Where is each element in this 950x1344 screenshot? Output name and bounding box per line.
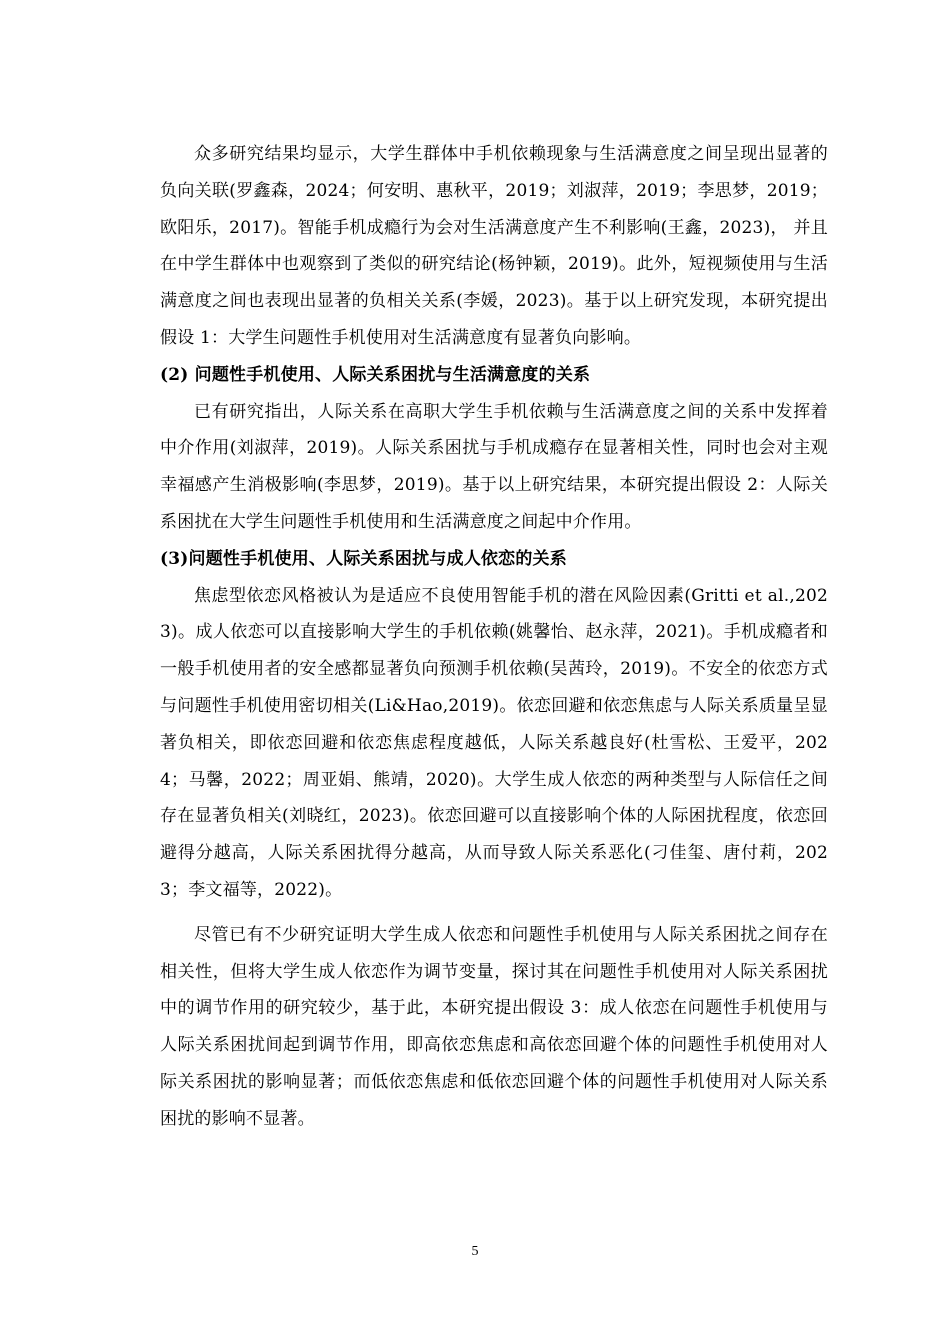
document-body: [160, 136, 828, 1138]
paragraph-hypothesis-1: 众多研究结果均显示，大学生群体中手机依赖现象与生活满意度之间呈现出显著的负向关联(罗鑫森，2024；何安明、惠秋平，2019；刘淑萍，2019；李思梦，2019；欧阳乐，2017)。智能手机成瘾行为会对生活满意度产生不利影响(王鑫，2023)， 并且在中学生群体中也观察到了类似的研究结论(杨钟颖，2019)。此外，短视频使用与生活满意度之间也表现出显著的负相关关系(李媛，2023)。基于以上研究发现，本研究提出假设 1：大学生问题性手机使用对生活满意度有显著负向影响。: [160, 144, 828, 348]
paragraph-attachment-literature: 焦虑型依恋风格被认为是适应不良使用智能手机的潜在风险因素(Gritti et al.,2023)。成人依恋可以直接影响大学生的手机依赖(姚馨怡、赵永萍，2021)。手机成瘾者和一般手机使用者的安全感都显著负向预测手机依赖(吴茜玲，2019)。不安全的依恋方式与问题性手机使用密切相关(Li&Hao,2019)。依恋回避和依恋焦虑与人际关系质量呈显著负相关，即依恋回避和依恋焦虑程度越低，人际关系越良好(杜雪松、王爱平，2024；马馨，2022；周亚娟、熊靖，2020)。大学生成人依恋的两种类型与人际信任之间存在显著负相关(刘晓红，2023)。依恋回避可以直接影响个体的人际困扰程度，依恋回避得分越高，人际关系困扰得分越高，从而导致人际关系恶化(刁佳玺、唐付莉，2023；李文福等，2022)。: [160, 585, 828, 900]
paragraph-hypothesis-2: 已有研究指出，人际关系在高职大学生手机依赖与生活满意度之间的关系中发挥着中介作用(刘淑萍，2019)。人际关系困扰与手机成瘾存在显著相关性，同时也会对主观幸福感产生消极影响(李思梦，2019)。基于以上研究结果，本研究提出假设 2：人际关系困扰在大学生问题性手机使用和生活满意度之间起中介作用。: [160, 401, 828, 532]
paragraph-hypothesis-3: 尽管已有不少研究证明大学生成人依恋和问题性手机使用与人际关系困扰之间存在相关性，但将大学生成人依恋作为调节变量，探讨其在问题性手机使用对人际关系困扰中的调节作用的研究较少，基于此，本研究提出假设 3：成人依恋在问题性手机使用与人际关系困扰间起到调节作用，即高依恋焦虑和高依恋回避个体的问题性手机使用对人际关系困扰的影响显著；而低依恋焦虑和低依恋回避个体的问题性手机使用对人际关系困扰的影响不显著。: [160, 924, 828, 1129]
page-number: 5: [471, 1244, 479, 1259]
section-heading-3: (3)问题性手机使用、人际关系困扰与成人依恋的关系: [160, 548, 567, 569]
section-heading-2: (2) 问题性手机使用、人际关系困扰与生活满意度的关系: [160, 364, 591, 385]
